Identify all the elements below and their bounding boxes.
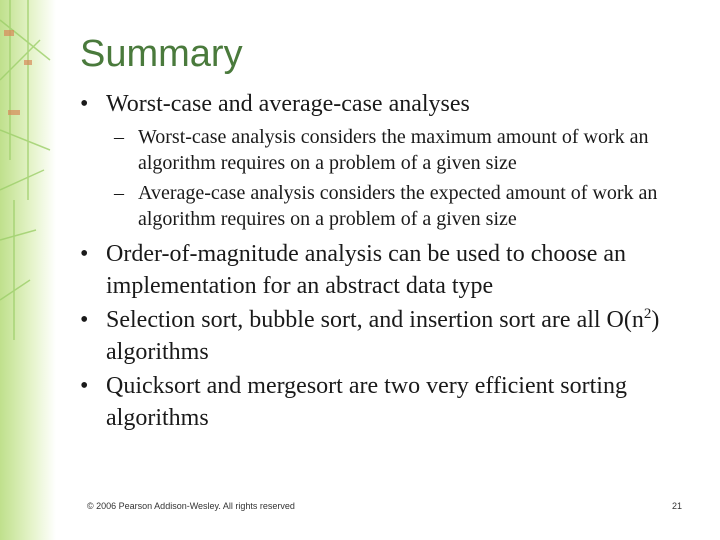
bullet-item — [80, 88, 690, 120]
sub-bullet-item — [80, 180, 690, 232]
sub-bullet-item — [80, 124, 690, 176]
sub-bullet-list — [80, 124, 690, 232]
sub-bullet-text: Worst-case analysis considers the maximum amount of work an algorithm requires on a problem of a given size — [138, 126, 649, 174]
bullet-text-part: ) algorithms — [106, 307, 660, 365]
page-number: 21 — [671, 501, 682, 511]
bullet-item — [80, 370, 690, 434]
dash-marker: – — [114, 182, 124, 204]
decorative-lines-graphic — [0, 0, 56, 540]
copyright-footer: © 2006 Pearson Addison-Wesley. All rights reserved — [87, 501, 295, 511]
bullet-text — [106, 307, 659, 365]
bullet-text: Quicksort and mergesort are two very efficient sorting algorithms — [106, 373, 627, 431]
bullet-item — [80, 238, 690, 302]
bullet-marker: • — [80, 307, 89, 333]
bullet-text: Worst-case and average-case analyses — [106, 91, 470, 117]
bullet-marker: • — [80, 91, 89, 117]
bullet-list — [80, 88, 690, 436]
bullet-item — [80, 304, 690, 368]
bullet-text-part: Selection sort, bubble sort, and insertion sort are all O(n — [106, 307, 644, 333]
sub-bullet-text: Average-case analysis considers the expected amount of work an algorithm requires on a problem of a given size — [138, 182, 658, 230]
superscript: 2 — [643, 306, 652, 322]
bullet-text: Order-of-magnitude analysis can be used to choose an implementation for an abstract data type — [106, 241, 627, 299]
dash-marker: – — [114, 126, 124, 148]
bullet-marker: • — [80, 373, 89, 399]
decorative-image-strip — [0, 0, 56, 540]
slide-title: Summary — [80, 33, 243, 75]
bullet-marker: • — [80, 241, 89, 267]
